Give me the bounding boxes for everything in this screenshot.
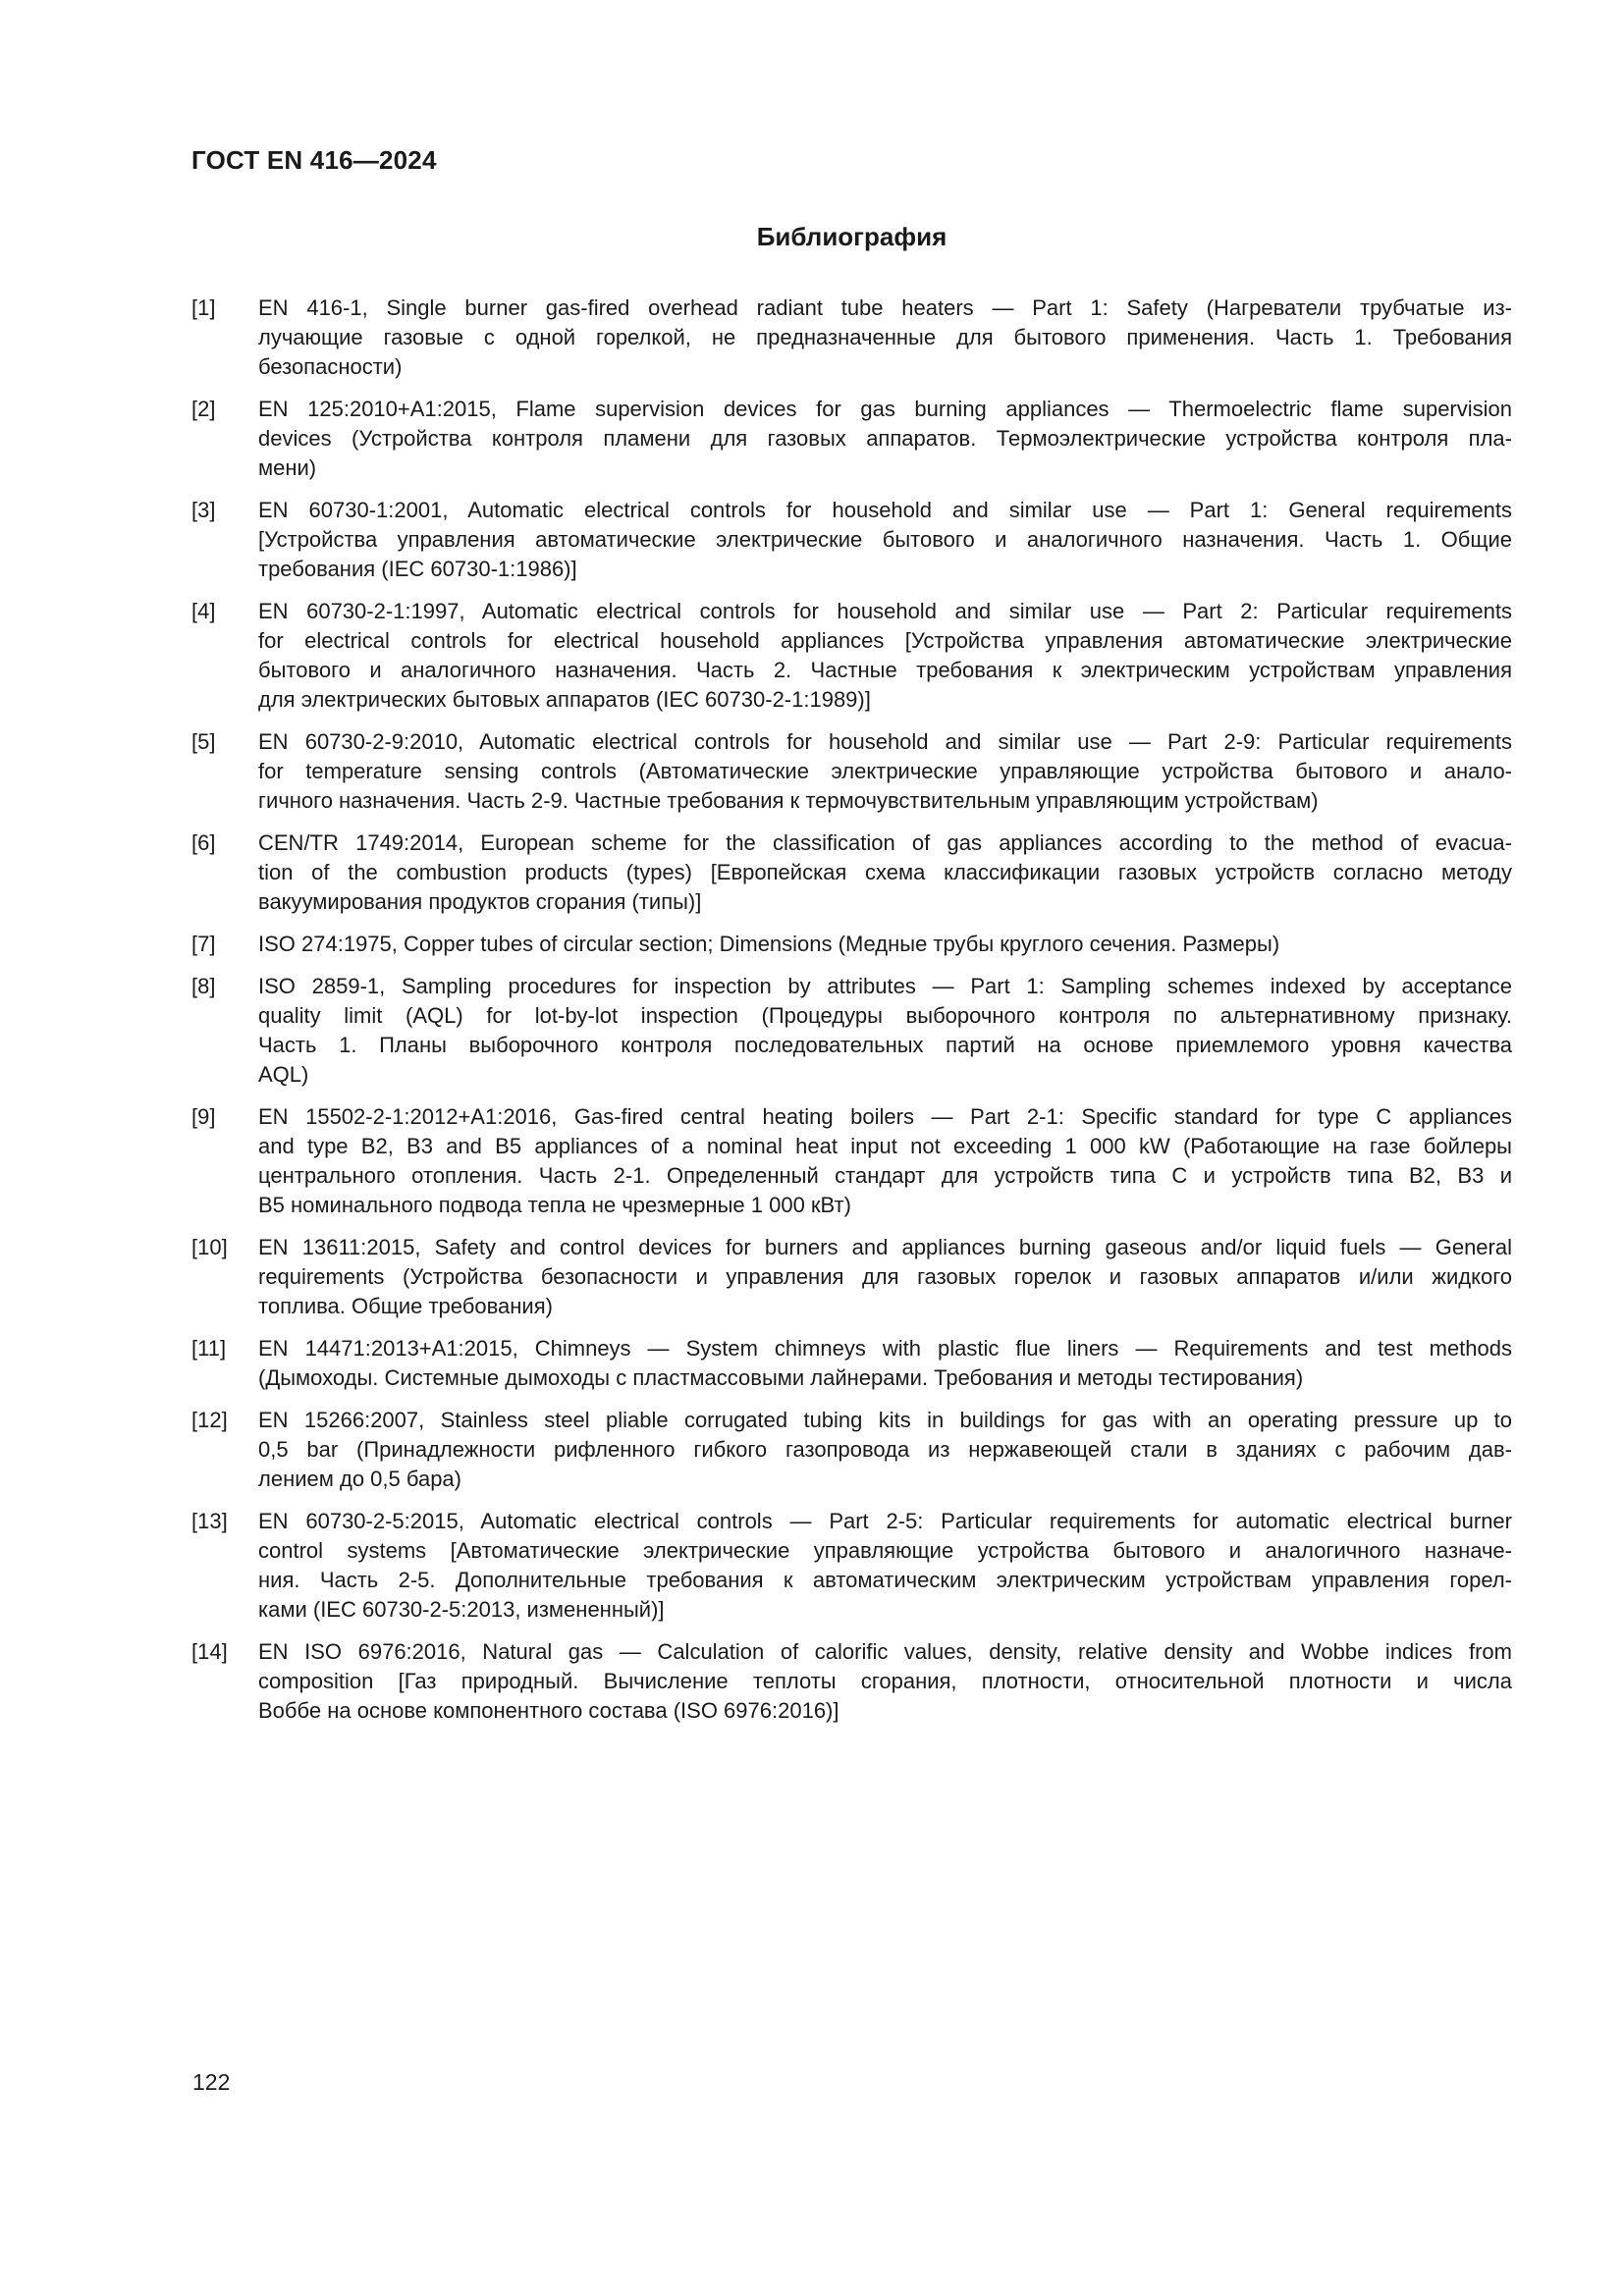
entry-text-line: ISO 274:1975, Copper tubes of circular section; Dimensions (Медные трубы круглого сечения. Размеры) xyxy=(258,932,1280,956)
entry-text-line: 0,5 bar (Принадлежности рифленного гибкого газопровода из нержавеющей стали в зданиях с рабочим дав- xyxy=(258,1437,1512,1462)
page-title: Библиография xyxy=(756,222,947,251)
entry-ref-number: [10] xyxy=(191,1235,228,1259)
entry-ref-number: [2] xyxy=(191,397,216,421)
entry-ref-number: [13] xyxy=(191,1509,228,1533)
entry-text-line: EN 60730-2-9:2010, Automatic electrical controls for household and similar use — Part 2-9: Particular requirements xyxy=(258,729,1512,754)
entry-text-line: безопасности) xyxy=(258,354,403,379)
entry-text xyxy=(258,1637,1512,1726)
entry-text-line: ния. Часть 2-5. Дополнительные требования к автоматическим электрическим устройствам управления горел- xyxy=(258,1568,1512,1592)
entry-text-line: бытового и аналогичного назначения. Часть 2. Частные требования к электрическим устройствам управления xyxy=(258,658,1512,682)
bibliography-entry xyxy=(191,496,1512,584)
entry-ref-number: [6] xyxy=(191,830,216,855)
bibliography-entry xyxy=(191,1334,1512,1393)
entry-text xyxy=(258,727,1512,816)
entry-text-line: quality limit (AQL) for lot-by-lot inspection (Процедуры выборочного контроля по альтернативному признаку. xyxy=(258,1003,1512,1028)
entry-text xyxy=(258,294,1512,382)
entry-text-line: EN 15266:2007, Stainless steel pliable corrugated tubing kits in buildings for gas with an operating pressure up to xyxy=(258,1408,1512,1432)
bibliography-list xyxy=(191,294,1512,1738)
entry-text-line: центрального отопления. Часть 2-1. Определенный стандарт для устройств типа C и устройств типа B2, B3 и xyxy=(258,1163,1512,1188)
entry-text-line: EN 60730-1:2001, Automatic electrical controls for household and similar use — Part 1: General requirements xyxy=(258,498,1512,522)
entry-text-line: EN ISO 6976:2016, Natural gas — Calculation of calorific values, density, relative density and Wobbe indices from xyxy=(258,1639,1512,1664)
bibliography-entry xyxy=(191,1406,1512,1494)
entry-text-line: EN 15502-2-1:2012+A1:2016, Gas-fired central heating boilers — Part 2-1: Specific standard for type C appliances xyxy=(258,1104,1512,1129)
entry-text xyxy=(258,1102,1512,1220)
entry-text-line: вакуумирования продуктов сгорания (типы)] xyxy=(258,889,702,914)
entry-text xyxy=(258,1406,1512,1494)
entry-text xyxy=(258,972,1512,1090)
entry-text xyxy=(258,930,1512,959)
entry-text-line: control systems [Автоматические электрические управляющие устройства бытового и аналогичного назначе- xyxy=(258,1538,1512,1563)
entry-text-line: ками (IEC 60730-2-5:2013, измененный)] xyxy=(258,1597,665,1622)
entry-text-line: лением до 0,5 бара) xyxy=(258,1467,461,1491)
entry-text-line: требования (IEC 60730-1:1986)] xyxy=(258,557,577,581)
entry-text-line: мени) xyxy=(258,455,317,480)
bibliography-entry xyxy=(191,1233,1512,1321)
entry-text-line: EN 60730-2-5:2015, Automatic electrical controls — Part 2-5: Particular requirements for automatic electrical burner xyxy=(258,1509,1512,1533)
entry-ref-number: [7] xyxy=(191,932,216,956)
document-code: ГОСТ EN 416—2024 xyxy=(191,145,437,175)
entry-text xyxy=(258,496,1512,584)
entry-ref-number: [5] xyxy=(191,729,216,754)
entry-text-line: гичного назначения. Часть 2-9. Частные требования к термочувствительным управляющим устройствам) xyxy=(258,788,1319,813)
entry-text xyxy=(258,395,1512,483)
entry-text-line: EN 416-1, Single burner gas-fired overhead radiant tube heaters — Part 1: Safety (Нагреватели трубчатые из- xyxy=(258,295,1512,320)
entry-text-line: ISO 2859-1, Sampling procedures for inspection by attributes — Part 1: Sampling schemes indexed by acceptance xyxy=(258,974,1512,998)
bibliography-entry xyxy=(191,727,1512,816)
bibliography-entry xyxy=(191,1637,1512,1726)
entry-ref-number: [12] xyxy=(191,1408,228,1432)
bibliography-entry xyxy=(191,597,1512,715)
bibliography-entry xyxy=(191,972,1512,1090)
entry-text-line: for electrical controls for electrical household appliances [Устройства управления автоматические электрические xyxy=(258,628,1512,653)
entry-text-line: and type B2, B3 and B5 appliances of a nominal heat input not exceeding 1 000 kW (Работающие на газе бойлеры xyxy=(258,1134,1512,1158)
entry-text-line: топлива. Общие требования) xyxy=(258,1294,553,1318)
entry-text-line: EN 14471:2013+A1:2015, Chimneys — System chimneys with plastic flue liners — Requirements and test methods xyxy=(258,1336,1512,1361)
entry-text-line: requirements (Устройства безопасности и управления для газовых горелок и газовых аппаратов и/или жидкого xyxy=(258,1264,1512,1289)
bibliography-entry xyxy=(191,930,1512,959)
entry-text xyxy=(258,1334,1512,1393)
entry-text-line: B5 номинального подвода тепла не чрезмерные 1 000 кВт) xyxy=(258,1193,851,1217)
bibliography-entry xyxy=(191,828,1512,917)
entry-text-line: AQL) xyxy=(258,1062,309,1087)
entry-text-line: EN 60730-2-1:1997, Automatic electrical controls for household and similar use — Part 2: Particular requirements xyxy=(258,599,1512,623)
entry-text-line: (Дымоходы. Системные дымоходы с пластмассовыми лайнерами. Требования и методы тестирования) xyxy=(258,1365,1304,1390)
entry-text-line: devices (Устройства контроля пламени для газовых аппаратов. Термоэлектрические устройства контроля пла- xyxy=(258,426,1512,451)
bibliography-entry xyxy=(191,1102,1512,1220)
entry-text-line: for temperature sensing controls (Автоматические электрические управляющие устройства бытового и анало- xyxy=(258,759,1512,783)
entry-text xyxy=(258,1233,1512,1321)
entry-ref-number: [14] xyxy=(191,1639,228,1664)
entry-text-line: CEN/TR 1749:2014, European scheme for the classification of gas appliances according to the method of evacua- xyxy=(258,830,1512,855)
entry-text-line: tion of the combustion products (types) [Европейская схема классификации газовых устройств согласно методу xyxy=(258,860,1512,884)
entry-text-line: EN 13611:2015, Safety and control devices for burners and appliances burning gaseous and/or liquid fuels — General xyxy=(258,1235,1512,1259)
entry-ref-number: [11] xyxy=(191,1336,227,1361)
entry-text-line: [Устройства управления автоматические электрические бытового и аналогичного назначения. Часть 1. Общие xyxy=(258,527,1512,552)
entry-text-line: для электрических бытовых аппаратов (IEC 60730-2-1:1989)] xyxy=(258,687,871,712)
entry-text-line: composition [Газ природный. Вычисление теплоты сгорания, плотности, относительной плотности и числа xyxy=(258,1669,1512,1693)
bibliography-entry xyxy=(191,294,1512,382)
entry-text-line: EN 125:2010+A1:2015, Flame supervision devices for gas burning appliances — Thermoelectric flame supervision xyxy=(258,397,1512,421)
entry-text-line: Воббе на основе компонентного состава (ISO 6976:2016)] xyxy=(258,1698,839,1723)
entry-text xyxy=(258,597,1512,715)
entry-ref-number: [8] xyxy=(191,974,216,998)
entry-text xyxy=(258,1507,1512,1625)
entry-text xyxy=(258,828,1512,917)
entry-ref-number: [4] xyxy=(191,599,216,623)
bibliography-entry xyxy=(191,395,1512,483)
entry-ref-number: [9] xyxy=(191,1104,216,1129)
entry-text-line: лучающие газовые с одной горелкой, не предназначенные для бытового применения. Часть 1. Требования xyxy=(258,325,1512,349)
entry-ref-number: [1] xyxy=(191,295,216,320)
entry-text-line: Часть 1. Планы выборочного контроля последовательных партий на основе приемлемого уровня качества xyxy=(258,1033,1512,1057)
page-number: 122 xyxy=(192,2069,231,2095)
bibliography-entry xyxy=(191,1507,1512,1625)
entry-ref-number: [3] xyxy=(191,498,216,522)
